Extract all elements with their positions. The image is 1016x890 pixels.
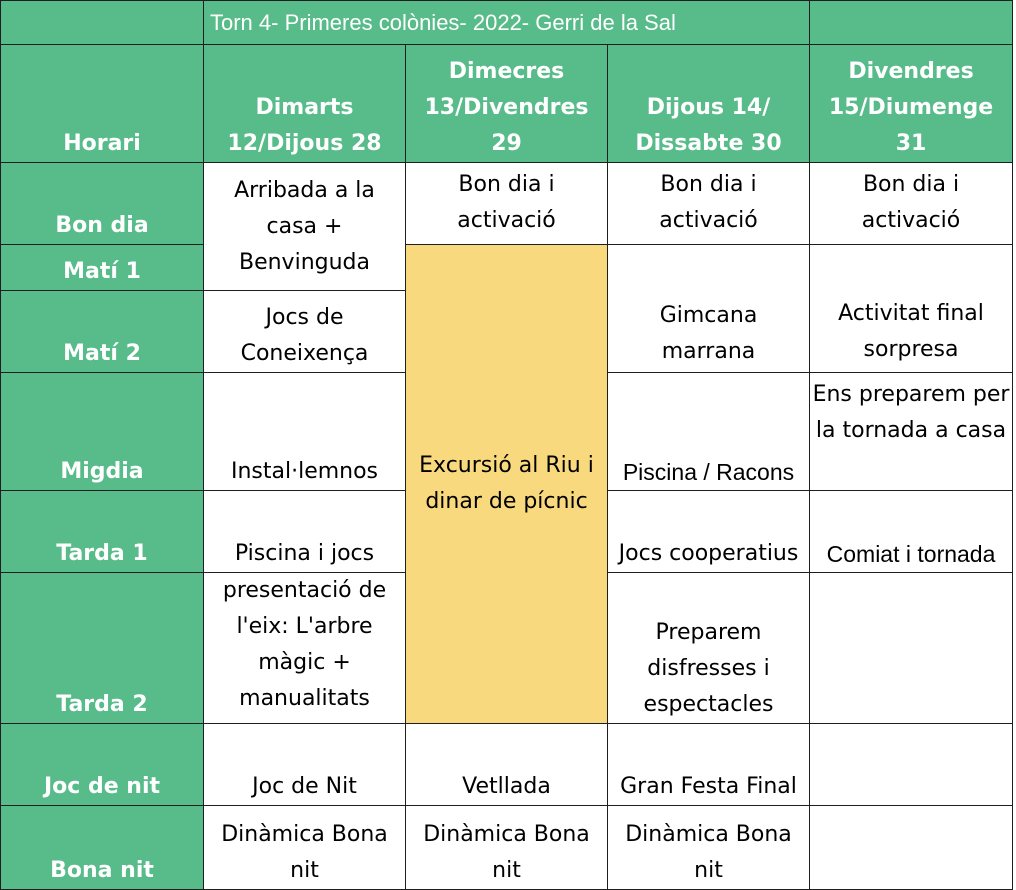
cell-ens-preparem[interactable]: Ens preparem per la tornada a casa — [810, 373, 1013, 491]
cell-dinamica-3[interactable]: Dinàmica Bona nit — [608, 806, 810, 890]
header-day-4[interactable]: Divendres 15/Diumenge 31 — [810, 45, 1013, 163]
cell-activitat-final[interactable]: Activitat final sorpresa — [810, 245, 1013, 373]
row-label-tarda-2[interactable]: Tarda 2 — [1, 573, 204, 724]
cell-gimcana[interactable]: Gimcana marrana — [608, 245, 810, 373]
header-day-2[interactable]: Dimecres 13/Divendres 29 — [406, 45, 608, 163]
cell-empty-tarda2[interactable] — [810, 573, 1013, 724]
row-label-bona-nit[interactable]: Bona nit — [1, 806, 204, 890]
cell-dinamica-1[interactable]: Dinàmica Bona nit — [204, 806, 406, 890]
row-label-bon-dia[interactable]: Bon dia — [1, 163, 204, 245]
schedule-title[interactable]: Torn 4- Primeres colònies- 2022- Gerri de la Sal — [204, 1, 810, 45]
header-day-1[interactable]: Dimarts 12/Dijous 28 — [204, 45, 406, 163]
cell-piscina-jocs[interactable]: Piscina i jocs — [204, 491, 406, 573]
cell-gran-festa[interactable]: Gran Festa Final — [608, 724, 810, 806]
row-label-joc-nit[interactable]: Joc de nit — [1, 724, 204, 806]
cell-installemnos[interactable]: Instal·lemnos — [204, 373, 406, 491]
cell-preparem-disfresses[interactable]: Preparem disfresses i espectacles — [608, 573, 810, 724]
cell-jocs-coneixenca[interactable]: Jocs de Coneixença — [204, 291, 406, 373]
cell-bon-dia-4[interactable]: Bon dia i activació — [810, 163, 1013, 245]
cell-comiat[interactable]: Comiat i tornada — [810, 491, 1013, 573]
cell-empty-bona-nit[interactable] — [810, 806, 1013, 890]
cell-vetllada[interactable]: Vetllada — [406, 724, 608, 806]
header-day-3[interactable]: Dijous 14/ Dissabte 30 — [608, 45, 810, 163]
row-label-migdia[interactable]: Migdia — [1, 373, 204, 491]
cell-presentacio-eix[interactable]: presentació de l'eix: L'arbre màgic + manualitats — [204, 573, 406, 724]
cell-bon-dia-2[interactable]: Bon dia i activació — [406, 163, 608, 245]
cell-excursio[interactable]: Excursió al Riu i dinar de pícnic — [406, 245, 608, 724]
cell-empty-joc-nit[interactable] — [810, 724, 1013, 806]
cell-piscina-racons[interactable]: Piscina / Racons — [608, 373, 810, 491]
cell-joc-nit[interactable]: Joc de Nit — [204, 724, 406, 806]
title-row-spacer[interactable] — [1, 1, 204, 45]
cell-bon-dia-3[interactable]: Bon dia i activació — [608, 163, 810, 245]
cell-dinamica-2[interactable]: Dinàmica Bona nit — [406, 806, 608, 890]
cell-jocs-cooperatius[interactable]: Jocs cooperatius — [608, 491, 810, 573]
row-label-mati-2[interactable]: Matí 2 — [1, 291, 204, 373]
cell-arribada[interactable]: Arribada a la casa + Benvinguda — [204, 163, 406, 291]
title-row-spacer-right[interactable] — [810, 1, 1013, 45]
row-label-mati-1[interactable]: Matí 1 — [1, 245, 204, 291]
row-label-tarda-1[interactable]: Tarda 1 — [1, 491, 204, 573]
header-horari[interactable]: Horari — [1, 45, 204, 163]
